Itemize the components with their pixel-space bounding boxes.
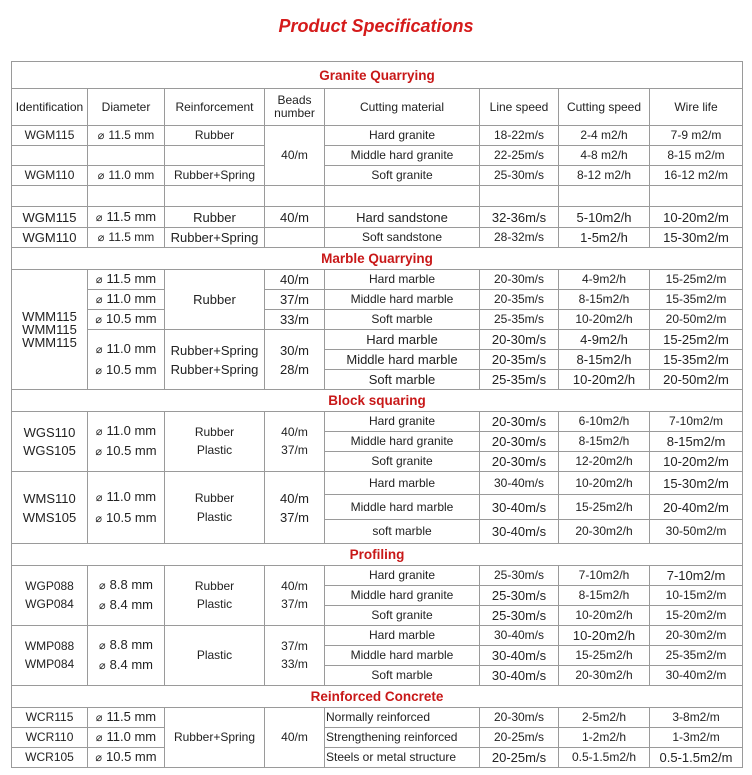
line-speed-cell: 22-25m/s bbox=[480, 146, 559, 166]
beads-value: 37/m bbox=[281, 443, 308, 457]
table-row bbox=[12, 270, 743, 290]
cutting-speed-cell: 7-10m2/h bbox=[559, 566, 650, 586]
diameter-icon bbox=[96, 729, 107, 744]
wire-life-cell: 10-15m2/m bbox=[650, 586, 743, 606]
material-cell: Hard granite bbox=[325, 412, 480, 432]
wire-life-cell: 7-10m2/m bbox=[650, 566, 743, 586]
line-speed-cell: 30-40m/s bbox=[480, 472, 559, 495]
table-row bbox=[12, 146, 743, 166]
id-value: WMM115 bbox=[22, 309, 77, 324]
id-value: WMS110 bbox=[23, 490, 76, 506]
id-cell: WCR105 bbox=[12, 748, 88, 768]
reinforcement-cell: Rubber+Spring bbox=[165, 228, 265, 248]
diameter-value: 11.0 mm bbox=[106, 488, 157, 504]
line-speed-cell: 30-40m/s bbox=[480, 646, 559, 666]
material-cell: Soft granite bbox=[325, 166, 480, 186]
diameter-value: 11.0 mm bbox=[106, 291, 157, 306]
spec-table bbox=[11, 61, 743, 768]
wire-life-cell: 30-40m2/m bbox=[650, 666, 743, 686]
section-concrete: Reinforced Concrete bbox=[12, 686, 743, 708]
beads-value: 37/m bbox=[281, 597, 308, 611]
id-value: WGS110 bbox=[23, 425, 76, 440]
reinforcement-cell: Rubber+Spring bbox=[165, 708, 265, 768]
id-cell: WGM115 bbox=[12, 126, 88, 146]
wire-life-cell: 15-20m2/m bbox=[650, 606, 743, 626]
line-speed-cell: 28-32m/s bbox=[480, 228, 559, 248]
material-cell: Soft granite bbox=[325, 452, 480, 472]
reinforcement-value: Plastic bbox=[196, 443, 233, 457]
wire-life-cell: 20-50m2/m bbox=[650, 370, 743, 390]
line-speed-cell: 20-25m/s bbox=[480, 748, 559, 768]
beads-value: 37/m bbox=[281, 639, 308, 653]
wire-life-cell: 15-35m2/m bbox=[650, 350, 743, 370]
wire-life-cell: 3-8m2/m bbox=[650, 708, 743, 728]
id-cell: WCR110 bbox=[12, 728, 88, 748]
reinforcement-cell bbox=[165, 566, 265, 626]
header-line-speed: Line speed bbox=[480, 89, 559, 126]
line-speed-cell: 20-30m/s bbox=[480, 452, 559, 472]
reinforcement-cell bbox=[165, 472, 265, 544]
reinforcement-cell bbox=[165, 412, 265, 472]
cutting-speed-cell: 6-10m2/h bbox=[559, 412, 650, 432]
beads-value: 40/m bbox=[281, 425, 308, 439]
wire-life-cell: 15-30m2/m bbox=[650, 228, 743, 248]
material-cell: Hard marble bbox=[325, 626, 480, 646]
table-row bbox=[12, 186, 743, 207]
diameter-value: 10.5 mm bbox=[106, 311, 157, 326]
diameter-value: 8.8 mm bbox=[109, 637, 153, 652]
diameter-cell bbox=[88, 728, 165, 748]
cutting-speed-cell: 1-2m2/h bbox=[559, 728, 650, 748]
material-cell: Middle hard marble bbox=[325, 495, 480, 520]
cutting-speed-cell: 8-15m2/h bbox=[559, 350, 650, 370]
beads-value: 30/m bbox=[280, 342, 309, 358]
beads-cell: 40/m bbox=[265, 270, 325, 290]
diameter-cell bbox=[88, 228, 165, 248]
line-speed-cell: 20-30m/s bbox=[480, 708, 559, 728]
line-speed-cell: 25-30m/s bbox=[480, 606, 559, 626]
diameter-cell bbox=[88, 126, 165, 146]
wire-life-cell: 30-50m2/m bbox=[650, 520, 743, 544]
diameter-icon bbox=[96, 709, 107, 724]
reinforcement-cell bbox=[165, 330, 265, 390]
id-value: WGS105 bbox=[23, 443, 76, 458]
diameter-value: 11.5 mm bbox=[106, 709, 157, 724]
cutting-speed-cell: 12-20m2/h bbox=[559, 452, 650, 472]
material-cell: Hard granite bbox=[325, 126, 480, 146]
diameter-icon bbox=[95, 510, 106, 525]
reinforcement-value: Rubber bbox=[194, 579, 235, 593]
cutting-speed-cell: 2-4 m2/h bbox=[559, 126, 650, 146]
diameter-icon bbox=[98, 168, 109, 182]
reinforcement-value: Plastic bbox=[196, 597, 233, 611]
cutting-speed-cell: 2-5m2/h bbox=[559, 708, 650, 728]
id-cell bbox=[12, 270, 88, 390]
cutting-speed-cell: 4-9m2/h bbox=[559, 330, 650, 350]
beads-cell bbox=[265, 566, 325, 626]
diameter-icon bbox=[95, 362, 106, 377]
wire-life-cell: 7-9 m2/m bbox=[650, 126, 743, 146]
cutting-speed-cell: 4-9m2/h bbox=[559, 270, 650, 290]
header-beads-line2: number bbox=[274, 106, 315, 120]
reinforcement-cell bbox=[165, 146, 265, 166]
beads-value: 28/m bbox=[280, 361, 309, 377]
diameter-icon bbox=[96, 341, 107, 356]
material-cell: Soft granite bbox=[325, 606, 480, 626]
header-cutting-speed: Cutting speed bbox=[559, 89, 650, 126]
id-cell: WGM110 bbox=[12, 228, 88, 248]
material-cell: Hard marble bbox=[325, 472, 480, 495]
diameter-value: 11.0 mm bbox=[108, 167, 155, 182]
material-cell: Strengthening reinforced bbox=[325, 728, 480, 748]
cutting-speed-cell: 8-12 m2/h bbox=[559, 166, 650, 186]
line-speed-cell: 20-25m/s bbox=[480, 728, 559, 748]
line-speed-cell: 30-40m/s bbox=[480, 520, 559, 544]
diameter-value: 8.4 mm bbox=[109, 657, 153, 672]
wire-life-cell: 20-40m2/m bbox=[650, 495, 743, 520]
id-value: WMP084 bbox=[24, 657, 75, 671]
reinforcement-cell: Rubber bbox=[165, 126, 265, 146]
table-row bbox=[12, 330, 743, 350]
diameter-value: 11.5 mm bbox=[108, 229, 155, 244]
cutting-speed-cell: 5-10m2/h bbox=[559, 207, 650, 228]
line-speed-cell: 30-40m/s bbox=[480, 626, 559, 646]
section-block: Block squaring bbox=[12, 390, 743, 412]
reinforcement-value: Rubber+Spring bbox=[170, 342, 259, 358]
cutting-speed-cell: 10-20m2/h bbox=[559, 626, 650, 646]
diameter-icon bbox=[95, 749, 106, 764]
cutting-speed-cell: 0.5-1.5m2/h bbox=[559, 748, 650, 768]
cutting-speed-cell: 8-15m2/h bbox=[559, 586, 650, 606]
table-row bbox=[12, 566, 743, 586]
line-speed-cell: 18-22m/s bbox=[480, 126, 559, 146]
cutting-speed-cell: 8-15m2/h bbox=[559, 290, 650, 310]
section-profiling: Profiling bbox=[12, 544, 743, 566]
diameter-value: 8.8 mm bbox=[109, 577, 153, 592]
id-value: WMM115 bbox=[22, 335, 77, 350]
table-row bbox=[12, 310, 743, 330]
id-cell bbox=[12, 146, 88, 166]
diameter-cell bbox=[88, 146, 165, 166]
cutting-speed-cell: 4-8 m2/h bbox=[559, 146, 650, 166]
diameter-icon bbox=[98, 128, 109, 142]
diameter-value: 10.5 mm bbox=[106, 509, 157, 525]
diameter-value: 11.5 mm bbox=[106, 208, 157, 224]
diameter-icon bbox=[99, 597, 110, 612]
cutting-speed-cell: 20-30m2/h bbox=[559, 666, 650, 686]
beads-cell: 37/m bbox=[265, 290, 325, 310]
beads-cell bbox=[265, 626, 325, 686]
beads-value: 40/m bbox=[280, 490, 309, 506]
line-speed-cell: 20-30m/s bbox=[480, 412, 559, 432]
material-cell: Middle hard marble bbox=[325, 646, 480, 666]
beads-value: 37/m bbox=[280, 509, 309, 525]
id-cell bbox=[12, 412, 88, 472]
reinforcement-cell: Rubber bbox=[165, 207, 265, 228]
material-cell: Soft marble bbox=[325, 310, 480, 330]
reinforcement-value: Rubber bbox=[194, 425, 235, 439]
line-speed-cell: 25-30m/s bbox=[480, 166, 559, 186]
line-speed-cell: 20-35m/s bbox=[480, 290, 559, 310]
material-cell: Middle hard granite bbox=[325, 146, 480, 166]
line-speed-cell: 30-40m/s bbox=[480, 495, 559, 520]
wire-life-cell: 16-12 m2/m bbox=[650, 166, 743, 186]
beads-cell: 40/m bbox=[265, 126, 325, 186]
table-row bbox=[12, 728, 743, 748]
section-granite: Granite Quarrying bbox=[12, 62, 743, 89]
wire-life-cell: 15-30m2/m bbox=[650, 472, 743, 495]
cutting-speed-cell: 10-20m2/h bbox=[559, 606, 650, 626]
line-speed-cell: 20-30m/s bbox=[480, 432, 559, 452]
header-beads-line1: Beads bbox=[277, 93, 312, 107]
line-speed-cell: 25-35m/s bbox=[480, 310, 559, 330]
header-material: Cutting material bbox=[325, 89, 480, 126]
id-cell: WGM115 bbox=[12, 207, 88, 228]
line-speed-cell: 30-40m/s bbox=[480, 666, 559, 686]
header-beads bbox=[265, 89, 325, 126]
id-cell bbox=[12, 626, 88, 686]
table-row bbox=[12, 207, 743, 228]
beads-cell bbox=[265, 412, 325, 472]
diameter-cell bbox=[88, 566, 165, 626]
diameter-icon bbox=[96, 291, 107, 306]
diameter-cell bbox=[88, 310, 165, 330]
wire-life-cell: 8-15m2/m bbox=[650, 432, 743, 452]
material-cell: Middle hard granite bbox=[325, 586, 480, 606]
id-cell bbox=[12, 566, 88, 626]
header-wire-life: Wire life bbox=[650, 89, 743, 126]
diameter-value: 11.0 mm bbox=[106, 423, 157, 438]
wire-life-cell: 7-10m2/m bbox=[650, 412, 743, 432]
section-marble: Marble Quarrying bbox=[12, 248, 743, 270]
diameter-cell bbox=[88, 330, 165, 390]
diameter-icon bbox=[96, 271, 107, 286]
material-cell: Hard marble bbox=[325, 330, 480, 350]
beads-value: 40/m bbox=[281, 579, 308, 593]
wire-life-cell: 1-3m2/m bbox=[650, 728, 743, 748]
page-title: Product Specifications bbox=[278, 16, 474, 36]
line-speed-cell: 20-30m/s bbox=[480, 330, 559, 350]
wire-life-cell: 20-30m2/m bbox=[650, 626, 743, 646]
header-diameter: Diameter bbox=[88, 89, 165, 126]
beads-cell: 33/m bbox=[265, 310, 325, 330]
beads-cell bbox=[265, 330, 325, 390]
reinforcement-cell: Rubber+Spring bbox=[165, 166, 265, 186]
wire-life-cell: 8-15 m2/m bbox=[650, 146, 743, 166]
reinforcement-cell: Rubber bbox=[165, 270, 265, 330]
diameter-value: 10.5 mm bbox=[106, 361, 157, 377]
diameter-value: 10.5 mm bbox=[106, 443, 157, 458]
header-reinforcement: Reinforcement bbox=[165, 89, 265, 126]
beads-cell: 40/m bbox=[265, 207, 325, 228]
wire-life-cell: 10-20m2/m bbox=[650, 207, 743, 228]
cutting-speed-cell: 10-20m2/h bbox=[559, 310, 650, 330]
beads-value: 33/m bbox=[281, 657, 308, 671]
diameter-value: 11.5 mm bbox=[108, 127, 155, 142]
diameter-value: 10.5 mm bbox=[106, 749, 157, 764]
cutting-speed-cell: 20-30m2/h bbox=[559, 520, 650, 544]
cutting-speed-cell: 15-25m2/h bbox=[559, 495, 650, 520]
diameter-value: 11.0 mm bbox=[106, 729, 157, 744]
material-cell: Hard sandstone bbox=[325, 207, 480, 228]
reinforcement-value: Rubber bbox=[194, 490, 235, 505]
wire-life-cell: 15-25m2/m bbox=[650, 270, 743, 290]
diameter-icon bbox=[99, 657, 110, 672]
line-speed-cell: 20-30m/s bbox=[480, 270, 559, 290]
table-row bbox=[12, 228, 743, 248]
material-cell: Soft marble bbox=[325, 370, 480, 390]
diameter-cell bbox=[88, 290, 165, 310]
beads-cell bbox=[265, 472, 325, 544]
wire-life-cell: 25-35m2/m bbox=[650, 646, 743, 666]
diameter-icon bbox=[96, 209, 107, 224]
id-value: WMM115 bbox=[22, 322, 77, 337]
cutting-speed-cell: 1-5m2/h bbox=[559, 228, 650, 248]
cutting-speed-cell: 15-25m2/h bbox=[559, 646, 650, 666]
wire-life-cell: 15-35m2/m bbox=[650, 290, 743, 310]
table-row bbox=[12, 126, 743, 146]
table-row bbox=[12, 626, 743, 646]
cutting-speed-cell: 8-15m2/h bbox=[559, 432, 650, 452]
reinforcement-cell: Plastic bbox=[165, 626, 265, 686]
header-identification: Identification bbox=[12, 89, 88, 126]
wire-life-cell: 20-50m2/m bbox=[650, 310, 743, 330]
diameter-icon bbox=[96, 489, 107, 504]
beads-cell: 40/m bbox=[265, 708, 325, 768]
material-cell: Normally reinforced bbox=[325, 708, 480, 728]
wire-life-cell: 0.5-1.5m2/m bbox=[650, 748, 743, 768]
diameter-icon bbox=[98, 230, 109, 244]
material-cell: Soft marble bbox=[325, 666, 480, 686]
diameter-icon bbox=[99, 577, 110, 592]
diameter-value: 8.4 mm bbox=[109, 597, 153, 612]
reinforcement-value: Plastic bbox=[196, 509, 233, 524]
table-row bbox=[12, 472, 743, 495]
table-row bbox=[12, 290, 743, 310]
cutting-speed-cell: 10-20m2/h bbox=[559, 472, 650, 495]
diameter-cell bbox=[88, 708, 165, 728]
table-row bbox=[12, 748, 743, 768]
material-cell: Hard marble bbox=[325, 270, 480, 290]
line-speed-cell: 32-36m/s bbox=[480, 207, 559, 228]
diameter-cell bbox=[88, 748, 165, 768]
id-value: WMP088 bbox=[24, 639, 75, 653]
id-value: WMS105 bbox=[22, 509, 77, 525]
material-cell: Steels or metal structure bbox=[325, 748, 480, 768]
diameter-cell bbox=[88, 166, 165, 186]
table-row bbox=[12, 708, 743, 728]
diameter-value: 11.0 mm bbox=[106, 340, 157, 356]
diameter-cell bbox=[88, 207, 165, 228]
cutting-speed-cell: 10-20m2/h bbox=[559, 370, 650, 390]
diameter-icon bbox=[95, 311, 106, 326]
diameter-cell bbox=[88, 412, 165, 472]
id-cell: WGM110 bbox=[12, 166, 88, 186]
material-cell: Hard granite bbox=[325, 566, 480, 586]
diameter-cell bbox=[88, 472, 165, 544]
line-speed-cell: 25-30m/s bbox=[480, 586, 559, 606]
diameter-cell bbox=[88, 270, 165, 290]
diameter-icon bbox=[96, 423, 107, 438]
diameter-icon bbox=[99, 637, 110, 652]
material-cell: Middle hard granite bbox=[325, 432, 480, 452]
wire-life-cell: 15-25m2/m bbox=[650, 330, 743, 350]
line-speed-cell: 25-30m/s bbox=[480, 566, 559, 586]
material-cell: Middle hard marble bbox=[325, 350, 480, 370]
reinforcement-value: Rubber+Spring bbox=[170, 361, 259, 377]
id-cell: WCR115 bbox=[12, 708, 88, 728]
diameter-value: 11.5 mm bbox=[106, 271, 157, 286]
table-row bbox=[12, 412, 743, 432]
line-speed-cell: 20-35m/s bbox=[480, 350, 559, 370]
diameter-icon bbox=[95, 443, 106, 458]
id-value: WGP084 bbox=[25, 597, 74, 611]
table-row bbox=[12, 166, 743, 186]
wire-life-cell: 10-20m2/m bbox=[650, 452, 743, 472]
header-row bbox=[12, 89, 743, 126]
id-cell bbox=[12, 472, 88, 544]
material-cell: Middle hard marble bbox=[325, 290, 480, 310]
material-cell: soft marble bbox=[325, 520, 480, 544]
line-speed-cell: 25-35m/s bbox=[480, 370, 559, 390]
beads-cell bbox=[265, 228, 325, 248]
material-cell: Soft sandstone bbox=[325, 228, 480, 248]
id-value: WGP088 bbox=[25, 579, 74, 593]
diameter-cell bbox=[88, 626, 165, 686]
